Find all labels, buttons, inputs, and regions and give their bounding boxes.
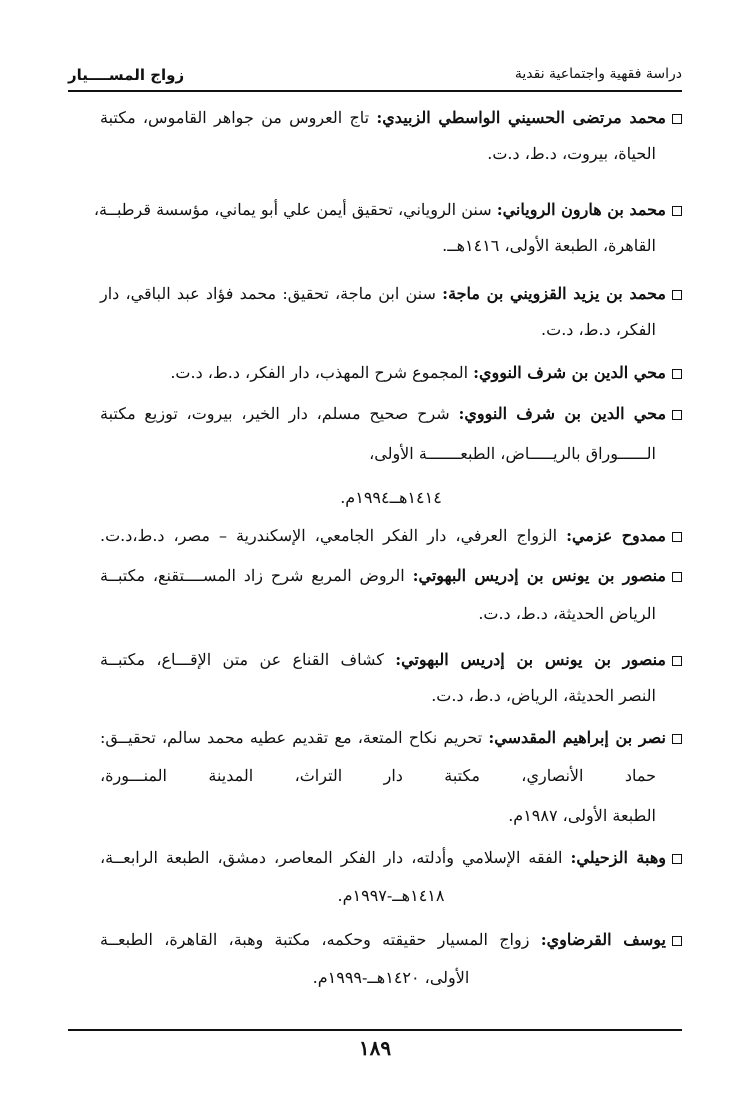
square-bullet-icon <box>672 114 682 124</box>
square-bullet-icon <box>672 656 682 666</box>
reference-author: منصور بن يونس بن إدريس البهوتي: <box>395 650 666 669</box>
reference-line <box>100 404 682 423</box>
reference-text: سنن الروياني، تحقيق أيمن علي أبو يماني، مؤسسة قرطبــة، <box>93 200 497 219</box>
reference-line <box>93 200 682 219</box>
reference-line <box>100 108 682 127</box>
page-number: ١٨٩ <box>358 1036 392 1060</box>
reference-line: ١٤١٤هــ١٩٩٤م. <box>340 488 442 507</box>
reference-author: محي الدين بن شرف النووي: <box>473 363 666 382</box>
reference-line <box>170 363 682 382</box>
reference-line <box>100 526 682 545</box>
square-bullet-icon <box>672 206 682 216</box>
reference-line <box>100 930 682 949</box>
reference-line: النصر الحديثة، الرياض، د.ط، د.ت. <box>431 686 656 705</box>
reference-line: الحياة، بيروت، د.ط، د.ت. <box>487 144 656 163</box>
reference-text: تحريم نكاح المتعة، مع تقديم عطيه محمد سالم، تحقيــق: <box>100 728 489 747</box>
reference-author: محمد مرتضى الحسيني الواسطي الزبيدي: <box>376 108 666 127</box>
reference-line <box>100 848 682 867</box>
reference-author: ممدوح عزمي: <box>566 526 667 545</box>
reference-line <box>100 650 682 669</box>
running-header <box>68 64 682 92</box>
reference-line: الرياض الحديثة، د.ط، د.ت. <box>478 604 656 623</box>
reference-line: حماد الأنصاري، مكتبة دار التراث، المدينة المنـــورة، <box>100 766 656 785</box>
reference-line: الفكر، د.ط، د.ت. <box>541 320 656 339</box>
header-book-subtitle: دراسة فقهية واجتماعية نقدية <box>514 66 682 82</box>
header-book-title: زواج المســــيار <box>68 66 185 84</box>
reference-text: سنن ابن ماجة، تحقيق: محمد فؤاد عبد الباقي، دار <box>100 284 443 303</box>
reference-text: زواج المسيار حقيقته وحكمه، مكتبة وهبة، القاهرة، الطبعــة <box>100 930 541 949</box>
reference-line: ١٤١٨هــ-١٩٩٧م. <box>337 886 445 905</box>
reference-line: القاهرة، الطبعة الأولى، ١٤١٦هــ. <box>442 236 656 255</box>
reference-text: الزواج العرفي، دار الفكر الجامعي، الإسكندرية – مصر، د.ط،د.ت. <box>100 526 567 545</box>
reference-text: شرح صحيح مسلم، دار الخير، بيروت، توزيع مكتبة <box>100 404 459 423</box>
reference-author: وهبة الزحيلي: <box>570 848 666 867</box>
reference-author: منصور بن يونس بن إدريس البهوتي: <box>412 566 667 585</box>
square-bullet-icon <box>672 572 682 582</box>
footer-divider <box>68 1029 682 1031</box>
reference-text: تاج العروس من جواهر القاموس، مكتبة <box>100 108 377 127</box>
square-bullet-icon <box>672 734 682 744</box>
square-bullet-icon <box>672 532 682 542</box>
square-bullet-icon <box>672 369 682 379</box>
square-bullet-icon <box>672 410 682 420</box>
reference-line <box>100 728 682 747</box>
reference-author: نصر بن إبراهيم المقدسي: <box>488 728 667 747</box>
reference-line: الأولى، ١٤٢٠هــ-١٩٩٩م. <box>312 968 470 987</box>
reference-author: محي الدين بن شرف النووي: <box>458 404 667 423</box>
reference-line: الطبعة الأولى، ١٩٨٧م. <box>508 806 656 825</box>
reference-text: الروض المربع شرح زاد المســــتقنع، مكتبــة <box>100 566 413 585</box>
reference-line: الــــــوراق بالريـــــاض، الطبعـــــــة الأولى، <box>369 444 656 463</box>
reference-author: يوسف القرضاوي: <box>540 930 666 949</box>
reference-text: المجموع شرح المهذب، دار الفكر، د.ط، د.ت. <box>170 363 474 382</box>
square-bullet-icon <box>672 936 682 946</box>
reference-line <box>100 284 682 303</box>
reference-text: كشاف القناع عن متن الإقـــاع، مكتبــة <box>100 650 396 669</box>
reference-author: محمد بن يزيد القزويني بن ماجة: <box>442 284 666 303</box>
square-bullet-icon <box>672 854 682 864</box>
reference-line <box>100 566 682 585</box>
square-bullet-icon <box>672 290 682 300</box>
reference-author: محمد بن هارون الروياني: <box>496 200 666 219</box>
reference-text: الفقه الإسلامي وأدلته، دار الفكر المعاصر، دمشق، الطبعة الرابعــة، <box>100 848 571 867</box>
